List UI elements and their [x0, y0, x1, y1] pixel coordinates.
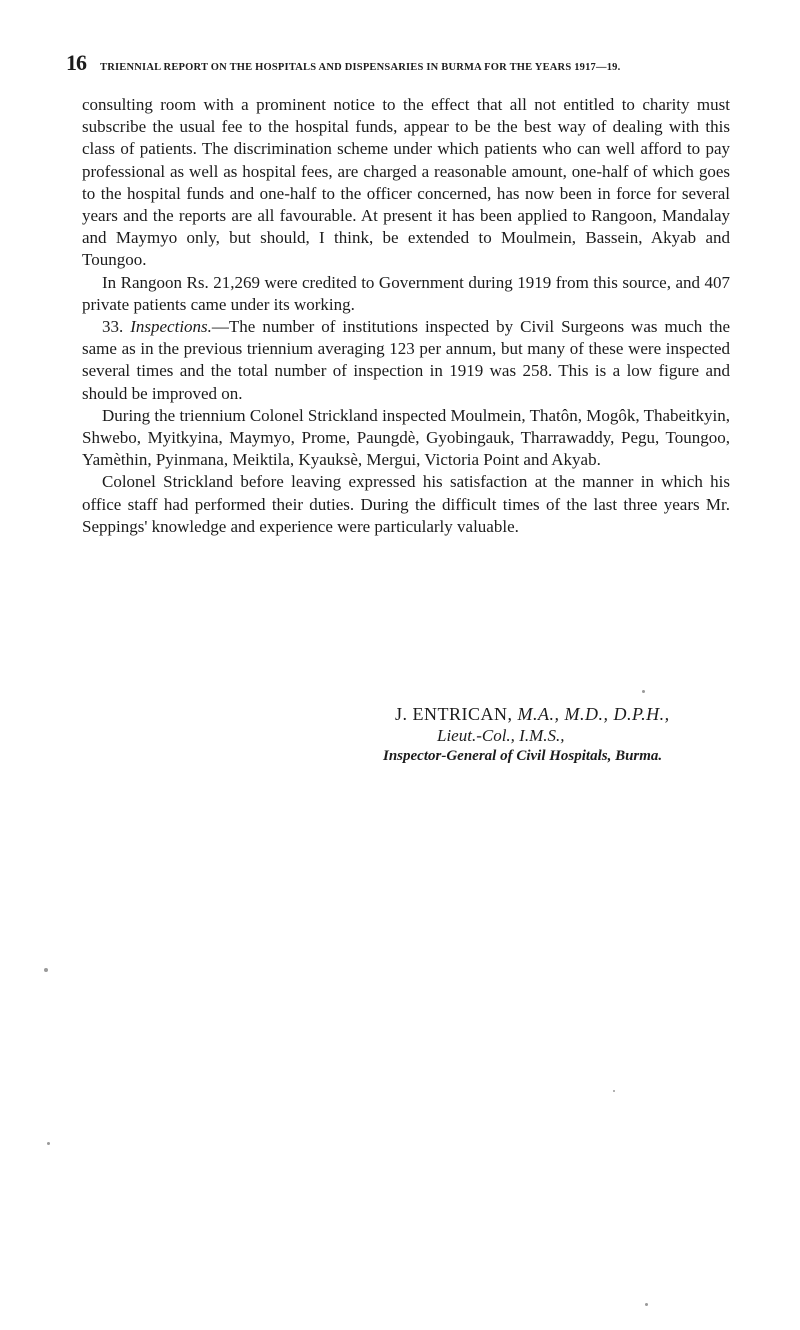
section-text: —The number of institutions inspected by Civil Surgeons was much the same as in the previous triennium averaging 123 per annum, but many of these were inspected several times and the total number of inspection in 1919 was 258. This is a low figure and should be improved on. — [82, 317, 730, 403]
paper-speck — [613, 1090, 615, 1092]
section-number: 33. — [102, 317, 124, 337]
signatory-name: J. ENTRICAN, — [395, 704, 513, 724]
body-text — [82, 94, 730, 538]
paragraph-office-staff: Colonel Strickland before leaving expressed his satisfaction at the manner in which his office staff had performed their duties. During the difficult times of the last three years Mr. Seppings' knowledge and experience were particularly valuable. — [82, 472, 730, 536]
signatory-rank: Lieut.-Col., I.M.S., — [437, 726, 565, 745]
paragraph-continuation: consulting room with a prominent notice to the effect that all not entitled to charity must subscribe the usual fee to the hospital funds, appear to be the best way of dealing with this class of patients. The discrimination scheme under which patients who can well afford to pay professional as well as hospital fees, are charged a reasonable amount, one-half of which goes to the hospital funds and one-half to the officer concerned, has now been in force for several years and the reports are all favourable. At present it has been applied to Rangoon, Mandalay and Maymyo only, but should, I think, be extended to Moulmein, Bassein, Akyab and Toungoo. — [82, 95, 730, 270]
paper-speck — [47, 1142, 50, 1145]
paper-speck — [645, 1303, 648, 1306]
section-title: Inspections. — [130, 317, 212, 337]
signature-name-line — [395, 704, 670, 725]
paper-speck — [44, 968, 48, 972]
paragraph-rangoon: In Rangoon Rs. 21,269 were credited to Government during 1919 from this source, and 407 private patients came under its working. — [82, 272, 730, 314]
running-head: TRIENNIAL REPORT ON THE HOSPITALS AND DISPENSARIES IN BURMA FOR THE YEARS 1917—19. — [100, 62, 621, 73]
page-number: 16 — [66, 50, 86, 75]
signatory-title: Inspector-General of Civil Hospitals, Burma. — [383, 748, 663, 764]
page-header — [66, 50, 746, 76]
paper-speck — [642, 690, 645, 693]
paragraph-inspections — [82, 316, 730, 405]
paragraph-inspected-places: During the triennium Colonel Strickland inspected Moulmein, Thatôn, Mogôk, Thabeitkyin, Shwebo, Myitkyina, Maymyo, Prome, Paungdè, Gyobingauk, Tharrawaddy, Pegu, Toungoo, Yamèthin, Pyinmana, Meiktila, Kyauksè, Mergui, Victoria Point and Akyab. — [82, 405, 730, 470]
signatory-degrees: M.A., M.D., D.P.H., — [517, 704, 670, 724]
